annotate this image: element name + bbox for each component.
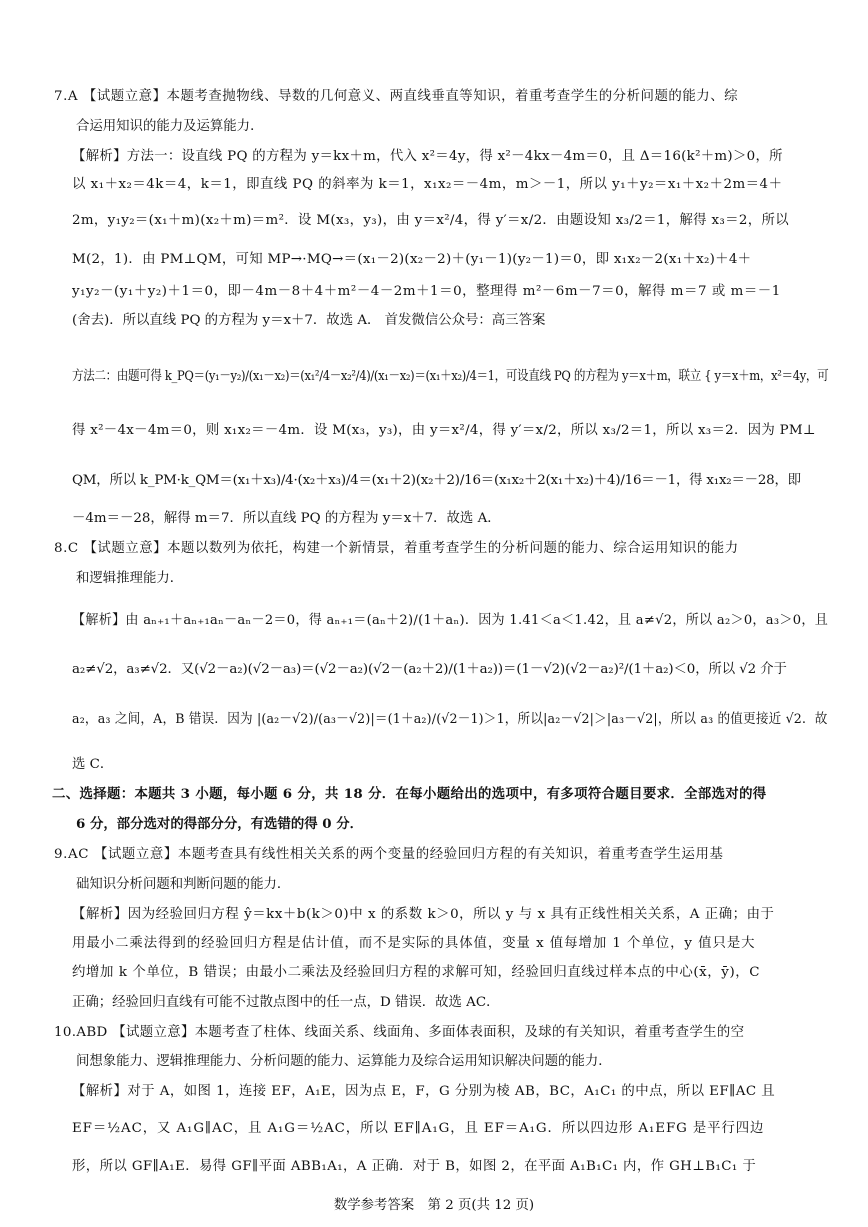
q8-intent-line1: 8.C 【试题立意】本题以数列为依托，构建一个新情景，着重考查学生的分析问题的能力、综合运用知识的能力 bbox=[54, 541, 739, 556]
q8-analysis-line4: 选 C． bbox=[72, 757, 114, 772]
q7-method2-line4: －4m＝－28，解得 m＝7．所以直线 PQ 的方程为 y＝x＋7．故选 A． bbox=[72, 511, 501, 526]
q10-analysis-line2: EF＝½AC，又 A₁G∥AC，且 A₁G＝½AC，所以 EF∥A₁G，且 EF＝A₁G．所以四边形 A₁EFG 是平行四边 bbox=[72, 1121, 765, 1136]
q7-analysis-line1: 【解析】方法一：设直线 PQ 的方程为 y＝kx＋m，代入 x²＝4y，得 x²－4kx－4m＝0，且 Δ＝16(k²＋m)＞0，所 bbox=[72, 149, 783, 164]
q8-analysis-line2: a₂≠√2，a₃≠√2．又(√2－a₂)(√2－a₃)＝(√2－a₂)(√2－(a₂＋2)/(1＋a₂))＝(1－√2)(√2－a₂)²/(1＋a₂)＜0，所以 √2 介于 bbox=[72, 662, 787, 677]
q7-method2-line2: 得 x²－4x－4m＝0，则 x₁x₂＝－4m．设 M(x₃，y₃)，由 y＝x²/4，得 y′＝x/2，所以 x₃/2＝1，所以 x₃＝2．因为 PM⊥ bbox=[72, 423, 816, 438]
q8-analysis-line3: a₂，a₃ 之间，A，B 错误．因为 |(a₂－√2)/(a₃－√2)|＝(1＋a₂)/(√2－1)＞1，所以|a₂－√2|＞|a₃－√2|，所以 a₃ 的值更接近 √2．故 bbox=[72, 712, 828, 727]
q9-analysis-line3: 约增加 k 个单位，B 错误；由最小二乘法及经验回归方程的求解可知，经验回归直线过样本点的中心(x̄，ȳ)，C bbox=[72, 965, 761, 980]
q9-intent-line2: 础知识分析问题和判断问题的能力． bbox=[76, 877, 291, 892]
q10-analysis-line1: 【解析】对于 A，如图 1，连接 EF，A₁E，因为点 E，F，G 分别为棱 AB，BC，A₁C₁ 的中点，所以 EF∥AC 且 bbox=[72, 1084, 776, 1099]
q9-intent-line1: 9.AC 【试题立意】本题考查具有线性相关关系的两个变量的经验回归方程的有关知识，着重考查学生运用基 bbox=[54, 847, 724, 862]
q8-intent-line2: 和逻辑推理能力． bbox=[76, 571, 184, 586]
q8-analysis-line1: 【解析】由 aₙ₊₁＋aₙ₊₁aₙ－aₙ－2＝0，得 aₙ₊₁＝(aₙ＋2)/(1＋aₙ)．因为 1.41＜a＜1.42，且 a≠√2，所以 a₂＞0，a₃＞0，且 bbox=[72, 613, 829, 628]
q9-analysis-line2: 用最小二乘法得到的经验回归方程是估计值，而不是实际的具体值，变量 x 值每增加 1 个单位，y 值只是大 bbox=[72, 936, 756, 951]
q7-analysis-line2: 以 x₁＋x₂＝4k＝4，k＝1，即直线 PQ 的斜率为 k＝1，x₁x₂＝－4m，m＞－1，所以 y₁＋y₂＝x₁＋x₂＋2m＝4＋ bbox=[72, 177, 783, 192]
q7-analysis-line4: M(2，1)．由 PM⊥QM，可知 MP→·MQ→＝(x₁－2)(x₂－2)＋(y₁－1)(y₂－1)＝0，即 x₁x₂－2(x₁＋x₂)＋4＋ bbox=[72, 252, 752, 267]
page-footer: 数学参考答案 第 2 页(共 12 页) bbox=[333, 1198, 535, 1213]
q9-analysis-line1: 【解析】因为经验回归方程 ŷ＝kx＋b(k＞0)中 x 的系数 k＞0，所以 y 与 x 具有正线性相关关系，A 正确；由于 bbox=[72, 907, 775, 922]
section-heading-line1: 二、选择题：本题共 3 小题，每小题 6 分，共 18 分．在每小题给出的选项中，有多项符合题目要求．全部选对的得 bbox=[52, 786, 767, 802]
q7-analysis-line3: 2m，y₁y₂＝(x₁＋m)(x₂＋m)＝m²．设 M(x₃，y₃)，由 y＝x²/4，得 y′＝x/2．由题设知 x₃/2＝1，解得 x₃＝2，所以 bbox=[72, 213, 789, 228]
q10-intent-line2: 间想象能力、逻辑推理能力、分析问题的能力、运算能力及综合运用知识解决问题的能力． bbox=[76, 1054, 612, 1069]
q9-analysis-line4: 正确；经验回归直线有可能不过散点图中的任一点，D 错误．故选 AC． bbox=[72, 995, 500, 1010]
q7-intent-line2: 合运用知识的能力及运算能力． bbox=[76, 119, 264, 134]
q10-analysis-line3: 形，所以 GF∥A₁E．易得 GF∥平面 ABB₁A₁，A 正确．对于 B，如图 2，在平面 A₁B₁C₁ 内，作 GH⊥B₁C₁ 于 bbox=[72, 1159, 757, 1174]
section-heading-line2: 6 分，部分选对的得部分分，有选错的得 0 分． bbox=[76, 816, 364, 832]
q7-method2-line1: 方法二：由题可得 k_PQ＝(y₁－y₂)/(x₁－x₂)＝(x₁²/4－x₂²/4)/(x₁－x₂)＝(x₁＋x₂)/4＝1，可设直线 PQ 的方程为 y＝x＋m，联立 { y＝x＋m，x²＝4y，可 bbox=[72, 369, 829, 384]
q7-intent-line1: 7.A 【试题立意】本题考查抛物线、导数的几何意义、两直线垂直等知识，着重考查学生的分析问题的能力、综 bbox=[54, 89, 739, 104]
q7-analysis-line5: y₁y₂－(y₁＋y₂)＋1＝0，即－4m－8＋4＋m²－4－2m＋1＝0，整理得 m²－6m－7＝0，解得 m＝7 或 m＝－1 bbox=[72, 284, 781, 299]
q10-intent-line1: 10.ABD 【试题立意】本题考查了柱体、线面关系、线面角、多面体表面积，及球的有关知识，着重考查学生的空 bbox=[54, 1025, 745, 1040]
q7-method2-line3: QM，所以 k_PM·k_QM＝(x₁＋x₃)/4·(x₂＋x₃)/4＝(x₁＋2)(x₂＋2)/16＝(x₁x₂＋2(x₁＋x₂)＋4)/16＝－1，得 x₁x₂＝－28，即 bbox=[72, 473, 801, 488]
q7-analysis-line6: (舍去)．所以直线 PQ 的方程为 y＝x＋7．故选 A． 首发微信公众号：高三答案 bbox=[72, 313, 546, 328]
